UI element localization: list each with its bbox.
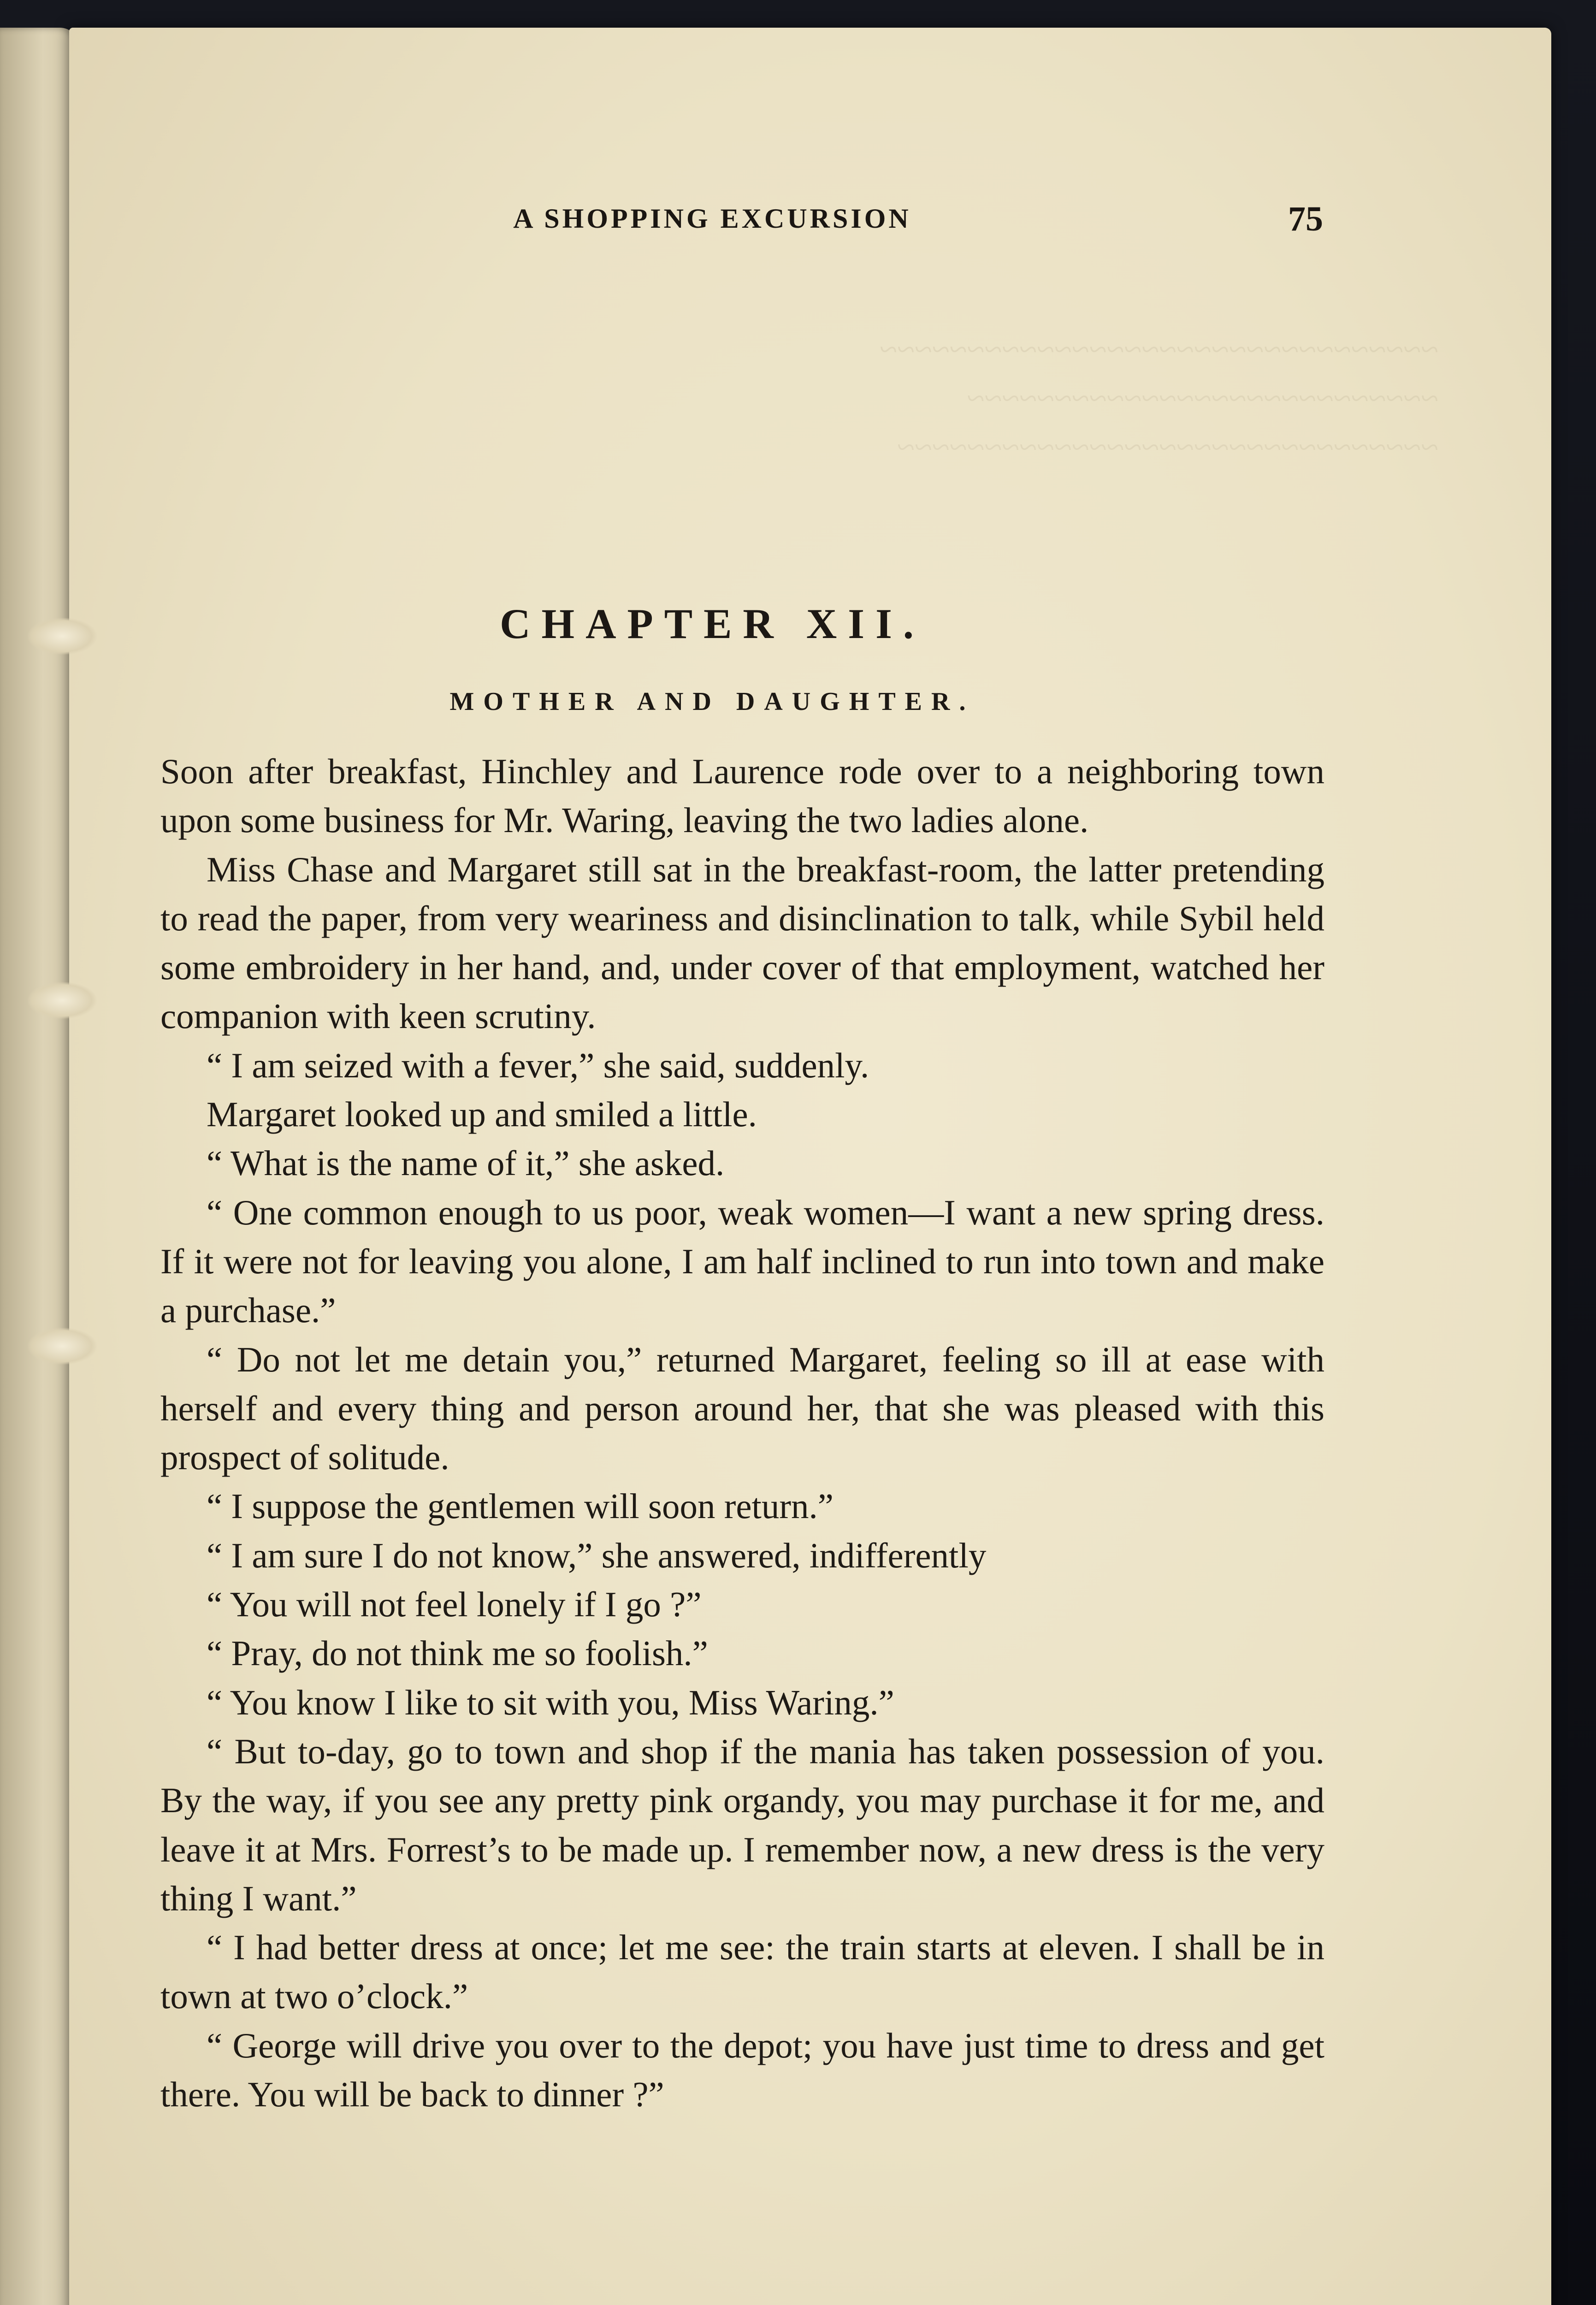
paragraph: “ One common enough to us poor, weak women—I want a new spring dress. If it were not for leaving you alone, I am half inclined to run into town and make a purchase.” [160, 1192, 1324, 1330]
body-text [160, 747, 1324, 2119]
paragraph: “ What is the name of it,” she asked. [207, 1143, 725, 1183]
binding-stitch [28, 982, 97, 1019]
binding-stitch [28, 1328, 97, 1365]
paragraph: “ Do not let me detain you,” returned Margaret, feeling so ill at ease with herself and every thing and person around her, that she was pleased with this prospect of solitude. [160, 1339, 1324, 1478]
running-head [101, 200, 1323, 254]
paragraph: “ I had better dress at once; let me see: the train starts at eleven. I shall be in town at two o’clock.” [160, 1927, 1324, 2016]
chapter-title: CHAPTER XII. [500, 600, 925, 647]
paragraph: “ But to-day, go to town and shop if the mania has taken possession of you. By the way, if you see any pretty pink organdy, you may purchase it for me, and leave it at Mrs. Forrest’s to be made up. I remember now, a new dress is the very thing I want.” [160, 1731, 1324, 1918]
paragraph: “ I am sure I do not know,” she answered, indifferently [207, 1535, 987, 1575]
paragraph: “ You know I like to sit with you, Miss Waring.” [207, 1682, 894, 1722]
paragraph: “ You will not feel lonely if I go ?” [207, 1584, 702, 1625]
paragraph: Soon after breakfast, Hinchley and Laurence rode over to a neighboring town upon some business for Mr. Waring, leaving the two ladies alone. [160, 751, 1324, 840]
paragraph: Miss Chase and Margaret still sat in the breakfast-room, the latter pretending to read the paper, from very weariness and disinclination to talk, while Sybil held some embroidery in her hand, and, under cover of that employment, watched her companion with keen scrutiny. [160, 849, 1324, 1036]
paragraph: “ George will drive you over to the depot; you have just time to dress and get there. You will be back to dinner ?” [160, 2025, 1324, 2115]
paragraph: Margaret looked up and smiled a little. [207, 1094, 757, 1135]
binding-stitch [28, 618, 97, 655]
chapter-subtitle: MOTHER AND DAUGHTER. [449, 687, 975, 716]
page-number: 75 [1288, 200, 1323, 238]
paragraph: “ I suppose the gentlemen will soon return.” [207, 1486, 833, 1526]
left-page-edge [0, 28, 78, 2305]
running-head-title: A SHOPPING EXCURSION [513, 203, 911, 234]
paragraph: “ I am seized with a fever,” she said, suddenly. [207, 1045, 869, 1085]
paragraph: “ Pray, do not think me so foolish.” [207, 1633, 708, 1673]
bleed-through-text: ~~~~~~~~~~~~~~~~~~~~~~~~~~~~~~~~ ~~~~~~~~~~~~~~~~~~~~~~~~~~~ ~~~~~~~~~~~~~~~~~~~~~~~~~~~~~~~ [880, 332, 1438, 465]
